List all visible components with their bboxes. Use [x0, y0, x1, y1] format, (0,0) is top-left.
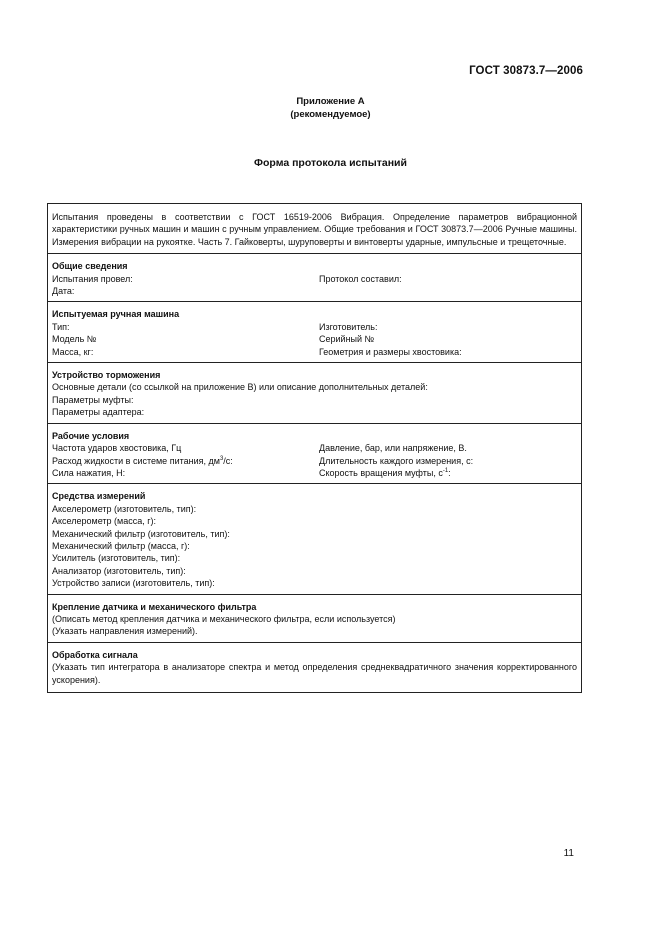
protocol-by-label: Протокол составил:: [319, 273, 402, 284]
date-label: Дата:: [52, 286, 75, 297]
machine-row: [52, 346, 577, 358]
signal-text: (Указать тип интегратора в анализаторе спектра и метод определения среднеквадратичного значения корректированного ускорения).: [52, 662, 577, 685]
standard-number: ГОСТ 30873.7—2006: [469, 65, 583, 77]
rotation-prefix: Скорость вращения муфты, с: [319, 467, 443, 478]
machine-row: [52, 333, 577, 345]
manufacturer-label: Изготовитель:: [319, 321, 378, 332]
appendix-subtitle: (рекомендуемое): [290, 109, 371, 120]
instrument-line: Устройство записи (изготовитель, тип):: [52, 578, 215, 589]
instrument-line: Механический фильтр (изготовитель, тип):: [52, 528, 230, 539]
braking-section: [48, 362, 581, 423]
appendix-title: Приложение А: [296, 96, 365, 107]
impact-freq-label: Частота ударов хвостовика, Гц: [52, 443, 182, 454]
test-protocol-form: [47, 203, 582, 693]
machine-title: Испытуемая ручная машина: [52, 309, 180, 320]
operating-section: [48, 423, 581, 484]
instruments-section: [48, 483, 581, 593]
machine-row: [52, 321, 577, 333]
mounting-line: (Описать метод крепления датчика и механического фильтра, если используется): [52, 613, 396, 624]
mounting-section: [48, 594, 581, 642]
fluid-flow-prefix: Расход жидкости в системе питания, дм: [52, 455, 220, 466]
form-title: Форма протокола испытаний: [254, 157, 407, 169]
model-label: Модель №: [52, 334, 97, 345]
signal-title: Обработка сигнала: [52, 649, 138, 660]
type-label: Тип:: [52, 321, 70, 332]
mass-label: Масса, кг:: [52, 346, 94, 357]
instrument-line: Усилитель (изготовитель, тип):: [52, 553, 181, 564]
coupling-params-label: Параметры муфты:: [52, 394, 134, 405]
pressure-label: Давление, бар, или напряжение, В.: [319, 443, 467, 454]
general-info-section: [48, 253, 581, 301]
geometry-label: Геометрия и размеры хвостовика:: [319, 346, 462, 357]
machine-section: [48, 301, 581, 362]
instrument-line: Механический фильтр (масса, г):: [52, 540, 190, 551]
rotation-sup: -1: [442, 467, 449, 474]
duration-label: Длительность каждого измерения, с:: [319, 455, 474, 466]
fluid-flow-suffix: /с:: [223, 455, 233, 466]
main-parts-label: Основные детали (со ссылкой на приложение В) или описание дополнительных деталей:: [52, 382, 428, 393]
fluid-flow-label: [52, 455, 319, 467]
general-info-title: Общие сведения: [52, 261, 128, 272]
page-number: 11: [563, 848, 574, 859]
adapter-params-label: Параметры адаптера:: [52, 407, 145, 418]
general-info-row: [52, 273, 577, 285]
mounting-line: (Указать направления измерений).: [52, 626, 198, 637]
instrument-line: Акселерометр (масса, г):: [52, 516, 157, 527]
instrument-line: Анализатор (изготовитель, тип):: [52, 565, 186, 576]
tested-by-label: Испытания провел:: [52, 273, 133, 284]
rotation-suffix: :: [448, 467, 451, 478]
operating-row: [52, 455, 577, 467]
rotation-label: [319, 467, 577, 479]
appendix-heading: [0, 95, 661, 121]
mounting-title: Крепление датчика и механического фильтра: [52, 601, 257, 612]
operating-title: Рабочие условия: [52, 430, 130, 441]
force-label: Сила нажатия, Н:: [52, 467, 126, 478]
fluid-flow-sup: 3: [219, 455, 224, 462]
serial-label: Серийный №: [319, 334, 375, 345]
signal-section: [48, 642, 581, 692]
intro-text: Испытания проведены в соответствии с ГОСТ 16519-2006 Вибрация. Определение параметров вибрационной характеристики ручных машин и машин с ручным управлением. Общие требования и ГОСТ 30873.7—2006 Ручные машины. Измерения вибрации на рукоятке. Часть 7. Гайковерты, шуруповерты и винтоверты ударные, импульсные и трещеточные.: [52, 212, 577, 247]
intro-section: [48, 204, 581, 253]
instruments-title: Средства измерений: [52, 491, 146, 502]
braking-title: Устройство торможения: [52, 370, 161, 381]
operating-row: [52, 467, 577, 479]
operating-row: [52, 442, 577, 454]
instrument-line: Акселерометр (изготовитель, тип):: [52, 503, 197, 514]
